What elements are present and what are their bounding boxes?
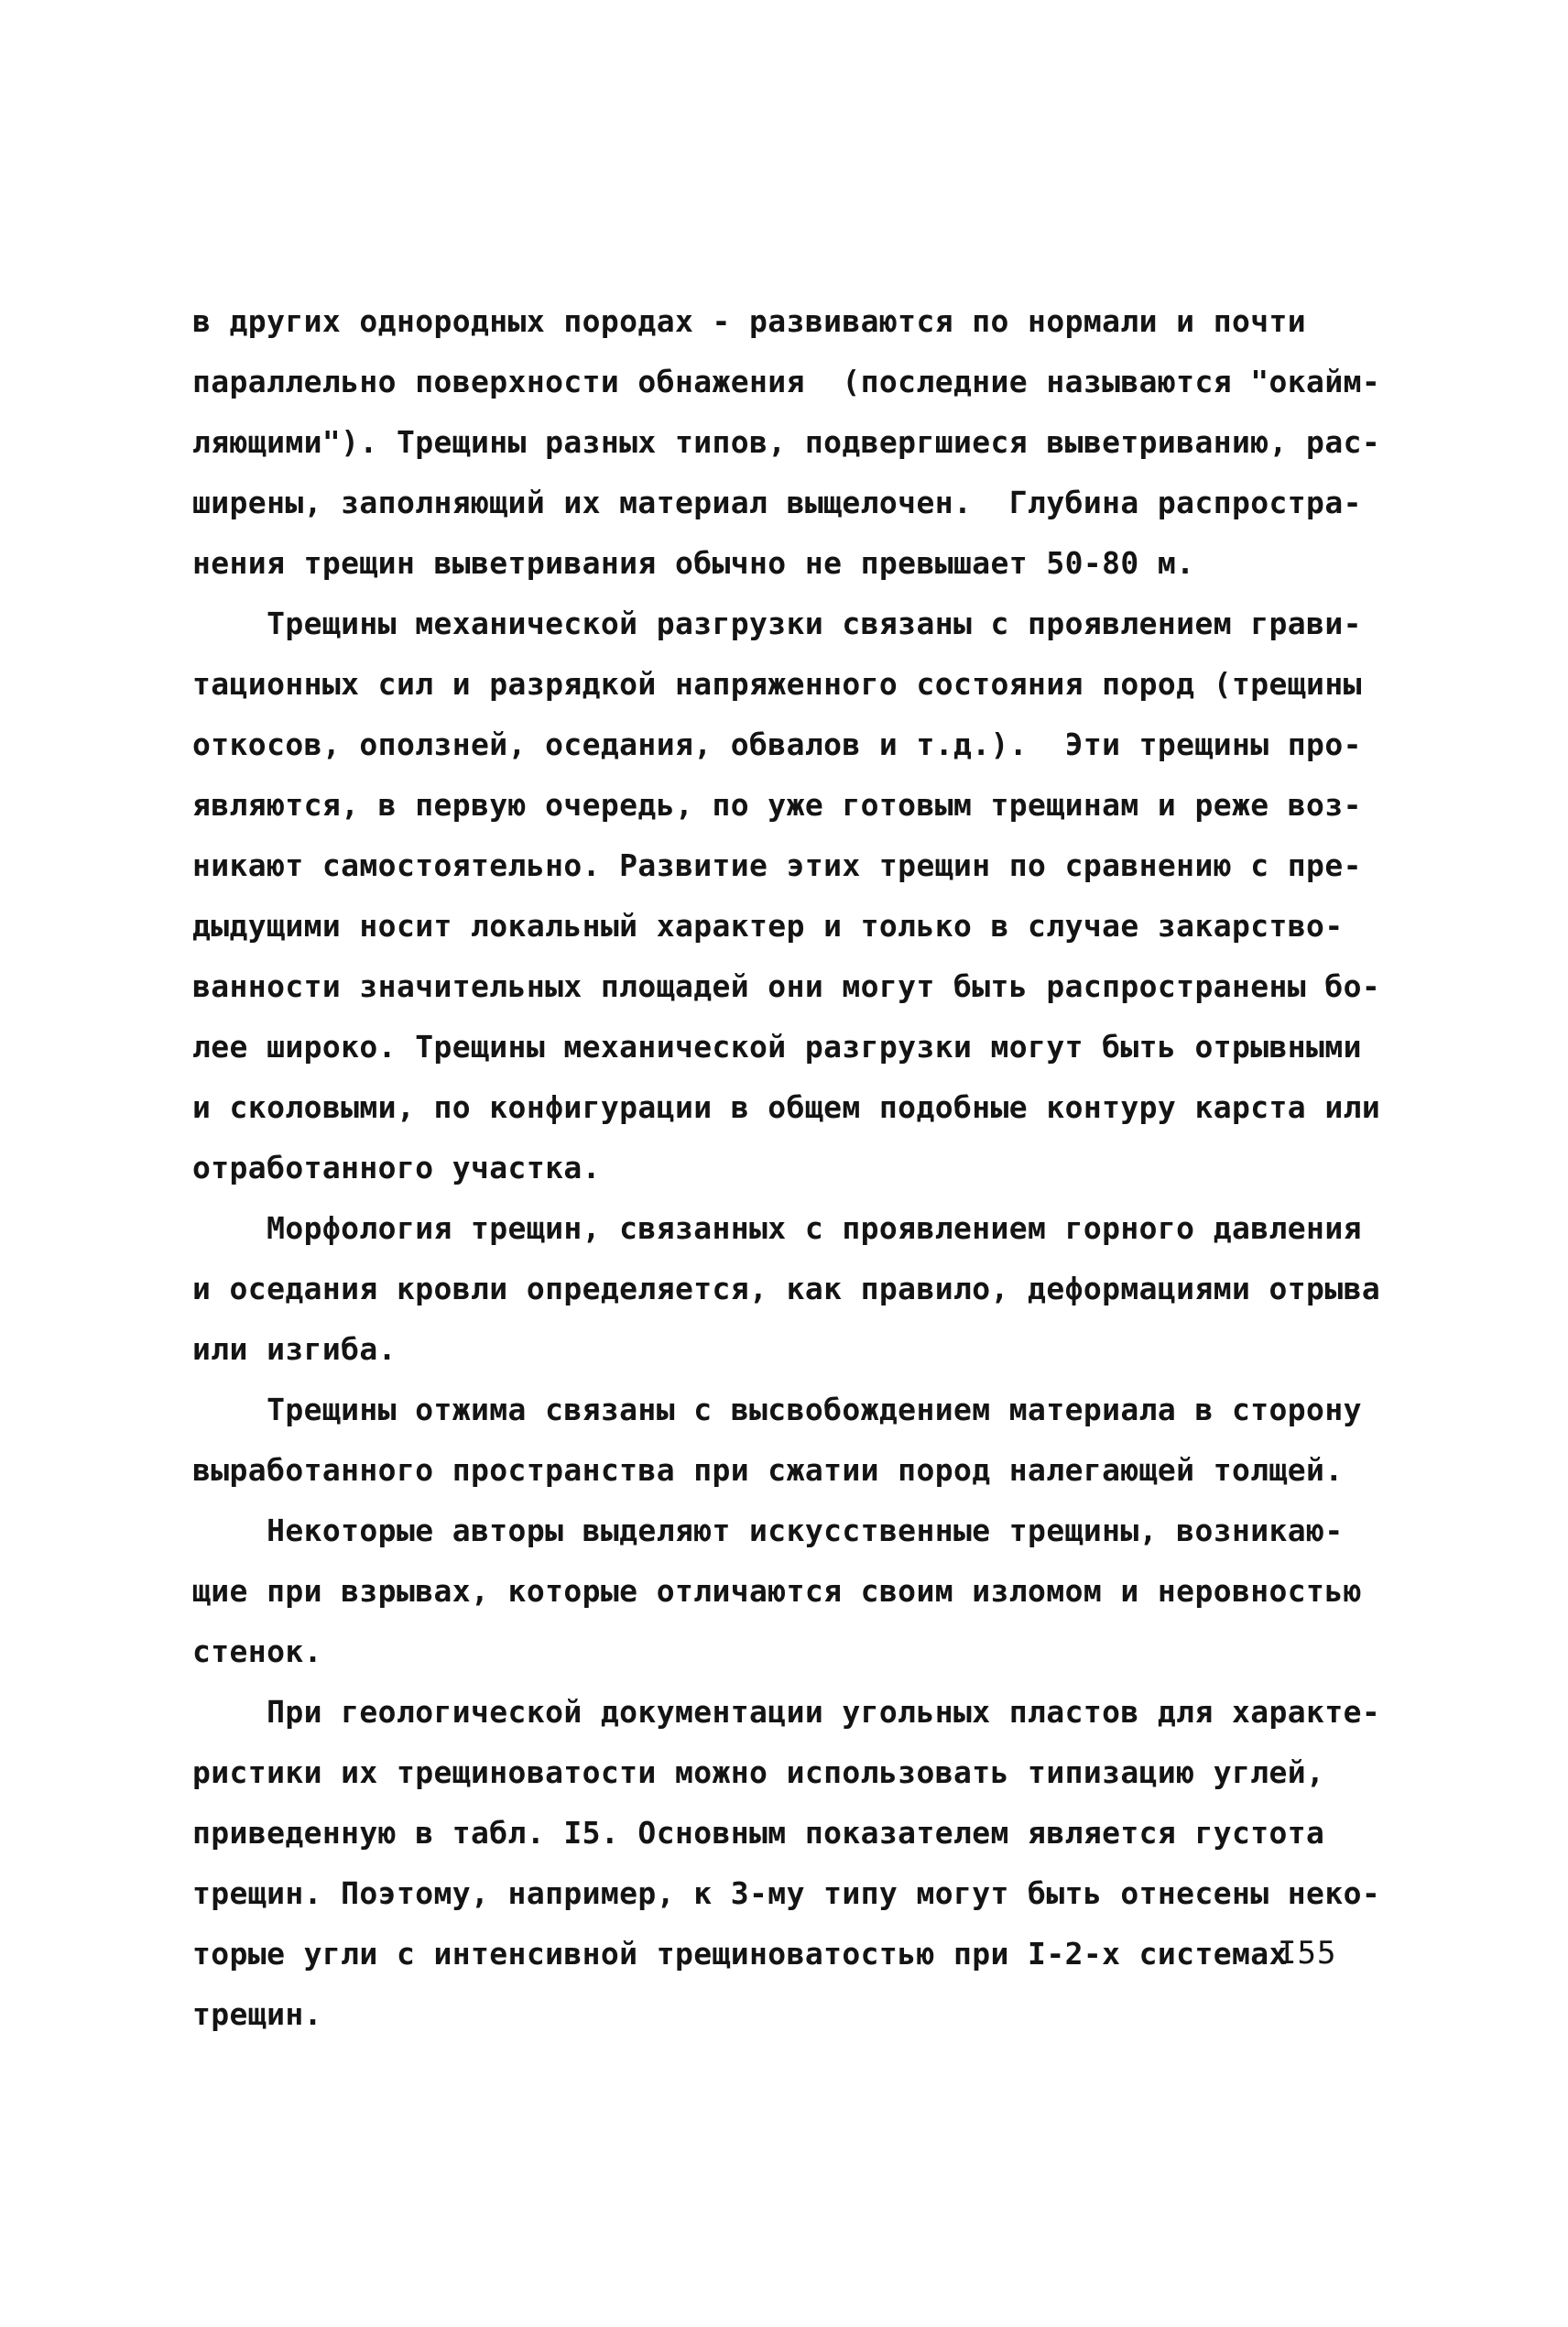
text-line: и оседания кровли определяется, как правило, деформациями отрыва [192,1271,1381,1306]
text-line: выработанного пространства при сжатии пород налегающей толщей. [192,1452,1344,1488]
text-line: откосов, оползней, оседания, обвалов и т.д.). Эти трещины про- [192,727,1362,762]
text-line: в других однородных породах - развиваются по нормали и почти [192,303,1307,339]
text-line: трещин. Поэтому, например, к 3-му типу могут быть отнесены неко- [192,1875,1381,1911]
text-line: торые угли с интенсивной трещиноватостью при I-2-х системах [192,1936,1288,1972]
text-line: тационных сил и разрядкой напряженного состояния пород (трещины [192,666,1362,702]
text-line: При геологической документации угольных пластов для характе- [192,1694,1381,1730]
text-line: параллельно поверхности обнажения (последние называются "окайм- [192,364,1381,399]
text-line: Трещины механической разгрузки связаны с проявлением грави- [192,606,1362,641]
text-line: или изгиба. [192,1331,397,1367]
text-line: никают самостоятельно. Развитие этих трещин по сравнению с пре- [192,847,1362,883]
text-line: лее широко. Трещины механической разгрузки могут быть отрывными [192,1029,1362,1065]
text-line: щие при взрывах, которые отличаются своим изломом и неровностью [192,1573,1362,1609]
page-number: I55 [1278,1935,1337,1972]
text-line: ляющими"). Трещины разных типов, подвергшиеся выветриванию, рас- [192,424,1381,460]
text-line: дыдущими носит локальный характер и только в случае закарство- [192,908,1344,944]
text-line: стенок. [192,1633,322,1669]
text-line: отработанного участка. [192,1150,601,1185]
text-line: Морфология трещин, связанных с проявлением горного давления [192,1210,1362,1246]
text-line: являются, в первую очередь, по уже готовым трещинам и реже воз- [192,787,1362,823]
text-line: ширены, заполняющий их материал выщелочен. Глубина распростра- [192,485,1362,520]
text-line: Некоторые авторы выделяют искусственные трещины, возникаю- [192,1513,1344,1548]
text-line: приведенную в табл. I5. Основным показателем является густота [192,1815,1325,1851]
text-line: трещин. [192,1996,322,2032]
text-line: ванности значительных площадей они могут быть распространены бо- [192,968,1381,1004]
text-line: и сколовыми, по конфигурации в общем подобные контуру карста или [192,1089,1381,1125]
text-line: Трещины отжима связаны с высвобождением материала в сторону [192,1392,1362,1427]
body-text [192,291,1420,2045]
text-line: нения трещин выветривания обычно не превышает 50-80 м. [192,545,1195,581]
text-line: ристики их трещиноватости можно использовать типизацию углей, [192,1754,1325,1790]
